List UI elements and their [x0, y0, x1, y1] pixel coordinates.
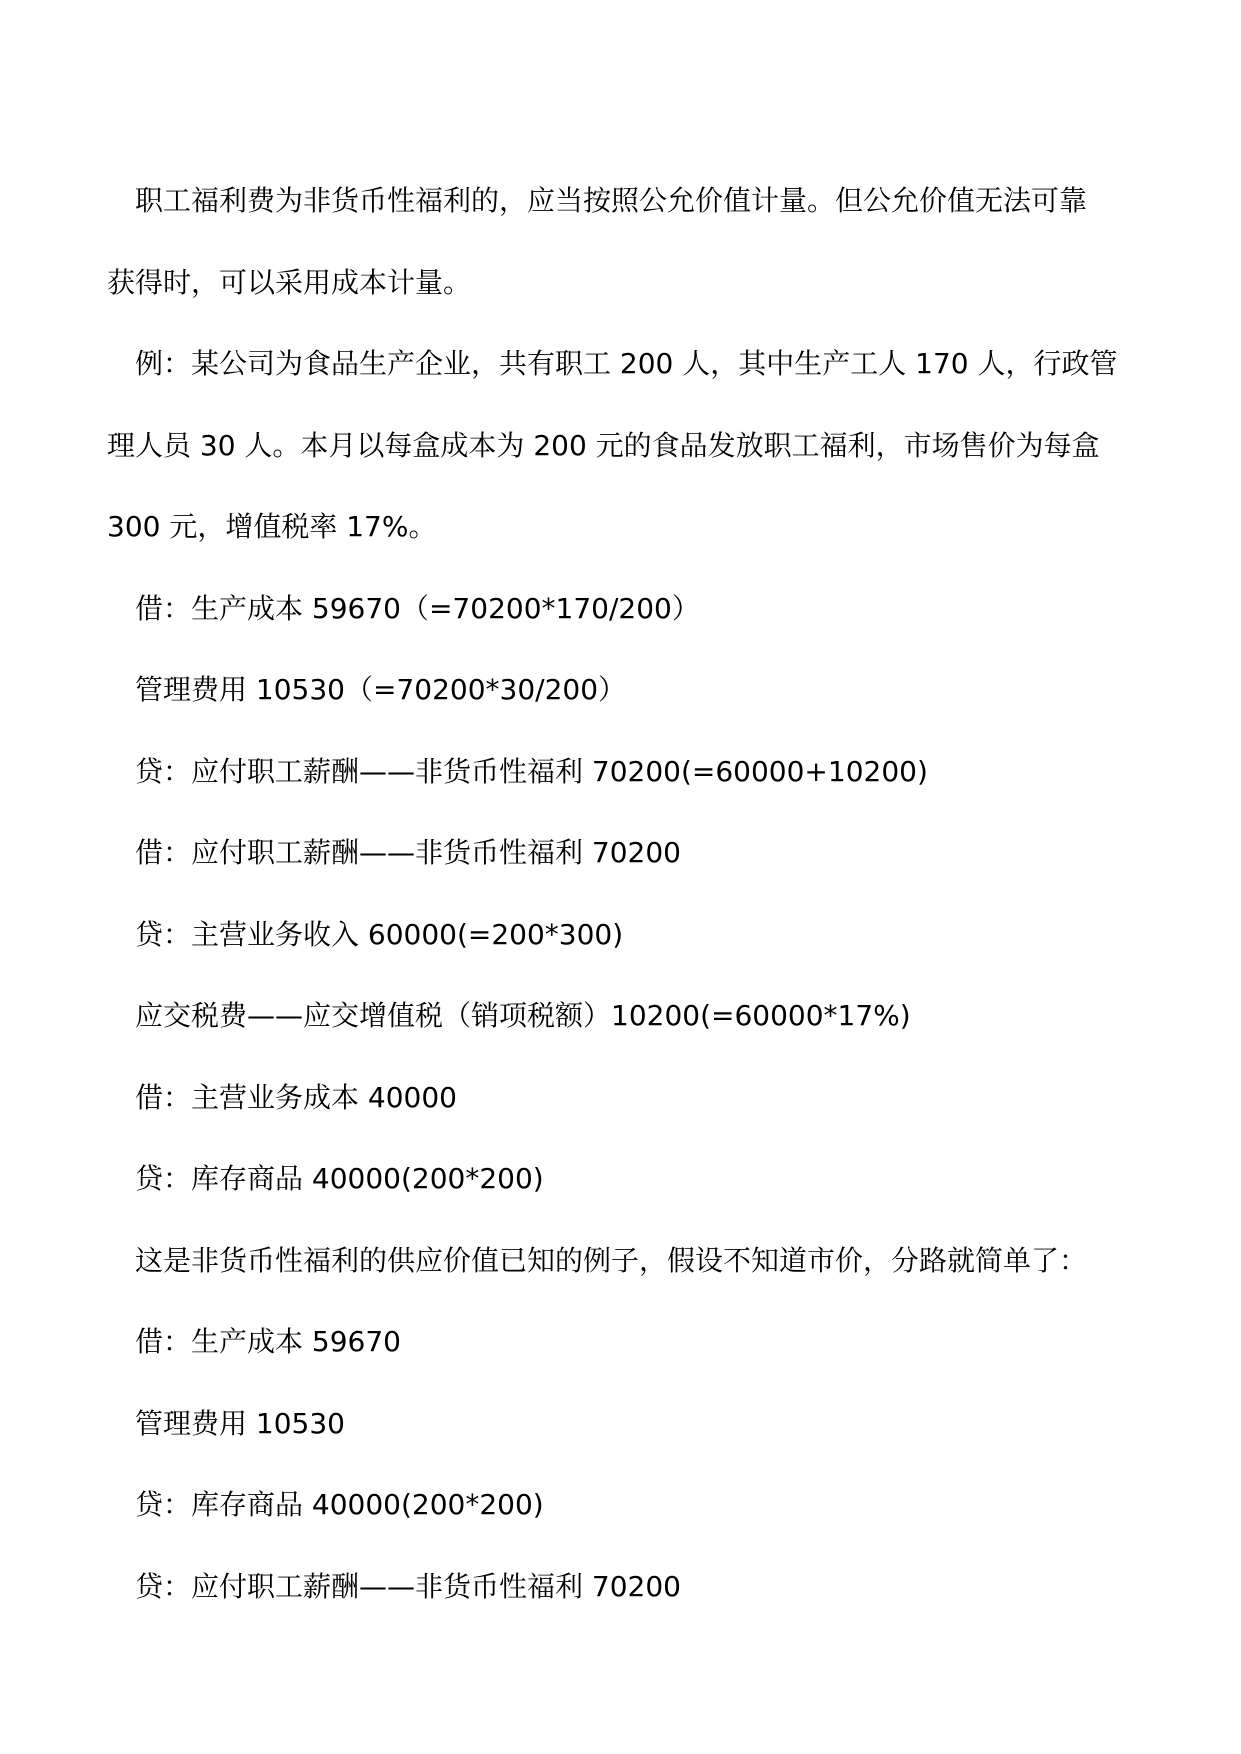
paragraph-2-line-3: 300 元，增值税率 17%。: [107, 510, 437, 543]
entry-credit-revenue: 贷：主营业务收入 60000(=200*300): [135, 917, 624, 951]
paragraph-2-line-1: 例：某公司为食品生产企业，共有职工 200 人，其中生产工人 170 人，行政管: [135, 347, 1118, 380]
entry-admin-expense-2: 管理费用 10530: [135, 1406, 345, 1440]
paragraph-1-line-1: 职工福利费为非货币性福利的，应当按照公允价值计量。但公允价值无法可靠: [135, 184, 1088, 217]
entry-debit-cost: 借：主营业务成本 40000: [135, 1080, 457, 1114]
entry-credit-inventory: 贷：库存商品 40000(200*200): [135, 1162, 544, 1195]
entry-debit-production-cost-2: 借：生产成本 59670: [135, 1325, 401, 1358]
entry-debit-production-cost: 借：生产成本 59670（=70200*170/200）: [135, 591, 700, 625]
entry-credit-inventory-2: 贷：库存商品 40000(200*200): [135, 1488, 544, 1521]
entry-credit-payroll-2: 贷：应付职工薪酬——非货币性福利 70200: [135, 1569, 681, 1603]
explanation-text: 这是非货币性福利的供应价值已知的例子，假设不知道市价，分路就简单了：: [135, 1243, 1088, 1277]
paragraph-1-line-2: 获得时，可以采用成本计量。: [107, 265, 472, 299]
entry-admin-expense: 管理费用 10530（=70200*30/200）: [135, 673, 627, 706]
paragraph-2-line-2: 理人员 30 人。本月以每盒成本为 200 元的食品发放职工福利，市场售价为每盒: [107, 428, 1100, 462]
entry-debit-payroll: 借：应付职工薪酬——非货币性福利 70200: [135, 836, 681, 869]
entry-vat-payable: 应交税费——应交增值税（销项税额）10200(=60000*17%): [135, 999, 911, 1032]
document-body: [107, 160, 1137, 1627]
entry-credit-payroll: 贷：应付职工薪酬——非货币性福利 70200(=60000+10200): [135, 754, 928, 788]
